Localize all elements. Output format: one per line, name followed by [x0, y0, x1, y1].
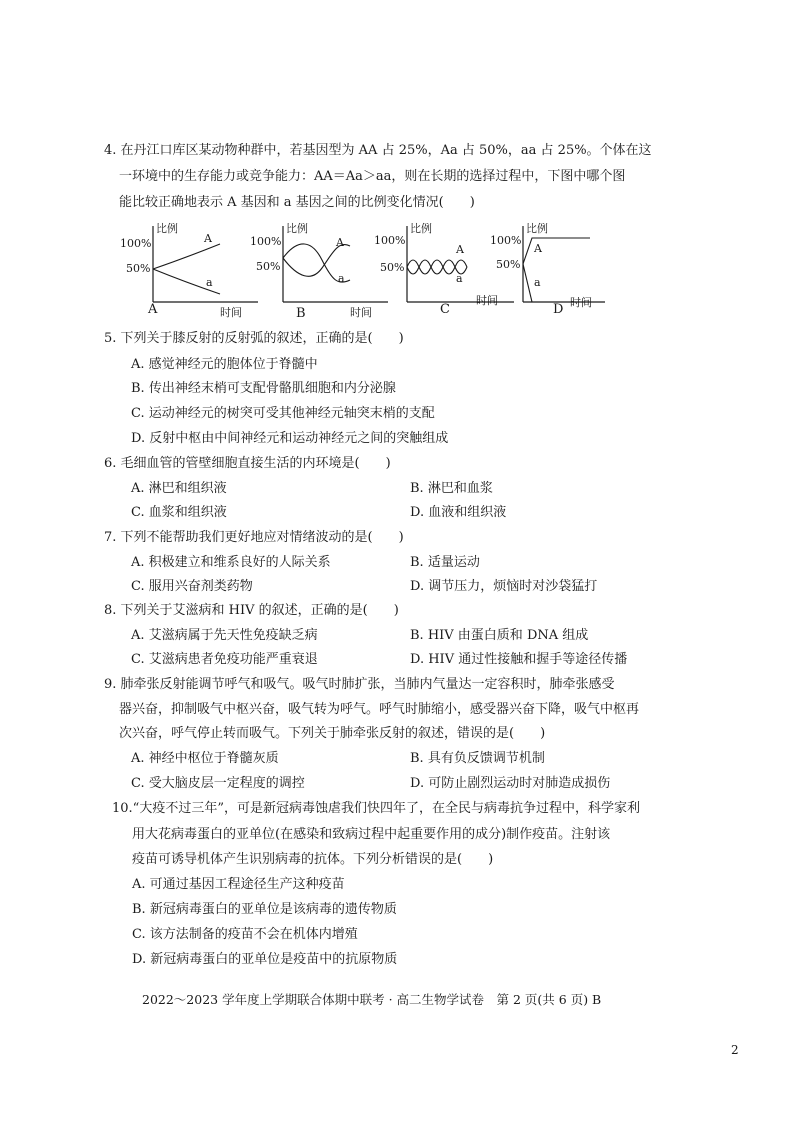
q8-option-b: B. HIV 由蛋白质和 DNA 组成: [410, 628, 589, 643]
graph-d-label-A: A: [534, 242, 542, 255]
q7-option-a: A. 积极建立和维系良好的人际关系: [131, 555, 331, 570]
q4-stem-line3: 能比较正确地表示 A 基因和 a 基因之间的比例变化情况( ): [119, 195, 475, 210]
graph-c-caption: C: [440, 302, 450, 317]
graph-a-tick-50: 50%: [126, 262, 151, 275]
q5-stem: 5. 下列关于膝反射的反射弧的叙述，正确的是( ): [104, 331, 404, 346]
graph-a-label-A: A: [204, 232, 212, 245]
graph-d-caption: D: [553, 302, 564, 317]
q8-option-a: A. 艾滋病属于先天性免疫缺乏病: [131, 628, 318, 643]
graph-a-label-a: a: [206, 276, 213, 289]
q7-stem: 7. 下列不能帮助我们更好地应对情绪波动的是( ): [104, 530, 404, 545]
q10-stem-line2: 用大花病毒蛋白的亚单位(在感染和致病过程中起重要作用的成分)制作疫苗。注射该: [132, 827, 611, 842]
graph-d-tick-100: 100%: [490, 234, 522, 247]
q5-option-d: D. 反射中枢由中间神经元和运动神经元之间的突触组成: [131, 431, 449, 446]
q6-option-a: A. 淋巴和组织液: [131, 481, 227, 496]
graph-c-tick-100: 100%: [374, 234, 406, 247]
q10-option-d: D. 新冠病毒蛋白的亚单位是疫苗中的抗原物质: [132, 952, 398, 967]
graph-a-tick-100: 100%: [120, 237, 152, 250]
q10-option-b: B. 新冠病毒蛋白的亚单位是该病毒的遗传物质: [132, 902, 397, 917]
graph-d: [490, 220, 660, 320]
graph-b-tick-100: 100%: [250, 235, 282, 248]
q6-option-d: D. 血液和组织液: [410, 505, 507, 520]
q9-option-b: B. 具有负反馈调节机制: [410, 751, 545, 766]
q4-stem-line1: 4. 在丹江口库区某动物种群中，若基因型为 AA 占 25%，Aa 占 50%，aa 占 25%。个体在这: [104, 143, 652, 158]
q10-stem-line1: 10.“大疫不过三年”，可是新冠病毒蚀虐我们快四年了，在全民与病毒抗争过程中，科学家利: [112, 801, 640, 816]
graph-b-ylabel: 比例: [286, 222, 308, 235]
q10-option-a: A. 可通过基因工程途径生产这种疫苗: [132, 877, 345, 892]
q6-option-c: C. 血浆和组织液: [131, 505, 227, 520]
graph-a-xlabel: 时间: [220, 306, 242, 319]
q10-option-c: C. 该方法制备的疫苗不会在机体内增殖: [132, 927, 358, 942]
graph-c-label-A: A: [456, 243, 464, 256]
q8-option-d: D. HIV 通过性接触和握手等途径传播: [410, 652, 628, 667]
graph-c-ylabel: 比例: [410, 222, 432, 235]
q4-stem-line2: 一环境中的生存能力或竞争能力：AA＝Aa＞aa，则在长期的选择过程中，下图中哪个图: [119, 169, 626, 184]
graph-c-label-a: a: [456, 272, 463, 285]
q6-option-b: B. 淋巴和血浆: [410, 481, 493, 496]
q9-stem-line3: 次兴奋，呼气停止转而吸气。下列关于肺牵张反射的叙述，错误的是( ): [119, 726, 546, 741]
graph-d-curve-a: [523, 264, 532, 302]
graph-c-xlabel: 时间: [476, 294, 498, 307]
q9-option-c: C. 受大脑皮层一定程度的调控: [131, 776, 305, 791]
q8-stem: 8. 下列关于艾滋病和 HIV 的叙述，正确的是( ): [104, 603, 399, 618]
graph-a-ylabel: 比例: [156, 222, 178, 235]
graph-b-tick-50: 50%: [256, 260, 281, 273]
graph-d-label-a: a: [534, 276, 541, 289]
q7-option-b: B. 适量运动: [410, 555, 480, 570]
graph-a-curve-A: [153, 244, 220, 269]
graph-b-label-A: A: [336, 236, 344, 249]
graph-c-tick-50: 50%: [380, 261, 405, 274]
graph-d-tick-50: 50%: [496, 258, 521, 271]
q8-option-c: C. 艾滋病患者免疫功能严重衰退: [131, 652, 318, 667]
q5-option-b: B. 传出神经末梢可支配骨骼肌细胞和内分泌腺: [131, 381, 396, 396]
q7-option-d: D. 调节压力，烦恼时对沙袋猛打: [410, 579, 598, 594]
q9-option-d: D. 可防止剧烈运动时对肺造成损伤: [410, 776, 611, 791]
q5-option-c: C. 运动神经元的树突可受其他神经元轴突末梢的支配: [131, 406, 435, 421]
q6-stem: 6. 毛细血管的管壁细胞直接生活的内环境是( ): [104, 456, 391, 471]
q9-option-a: A. 神经中枢位于脊髓灰质: [131, 751, 279, 766]
graph-a-caption: A: [148, 302, 158, 317]
q9-stem-line1: 9. 肺牵张反射能调节呼气和吸气。吸气时肺扩张，当肺内气量达一定容积时，肺牵张感受: [104, 677, 615, 692]
page-footer: 2022～2023 学年度上学期联合体期中联考 · 高二生物学试卷 第 2 页(共 6 页) B: [142, 992, 602, 1007]
q10-stem-line3: 疫苗可诱导机体产生识别病毒的抗体。下列分析错误的是( ): [132, 852, 494, 867]
graph-d-xlabel: 时间: [570, 296, 592, 309]
graph-b-label-a: a: [338, 272, 345, 285]
graph-b-xlabel: 时间: [350, 306, 372, 319]
graph-d-ylabel: 比例: [526, 222, 548, 235]
q9-stem-line2: 器兴奋，抑制吸气中枢兴奋，吸气转为呼气。呼气时肺缩小，感受器兴奋下降，吸气中枢再: [119, 702, 640, 717]
q7-option-c: C. 服用兴奋剂类药物: [131, 579, 253, 594]
q5-option-a: A. 感觉神经元的胞体位于脊髓中: [131, 357, 318, 372]
page-number: 2: [731, 1043, 739, 1057]
graph-b-caption: B: [296, 306, 306, 321]
